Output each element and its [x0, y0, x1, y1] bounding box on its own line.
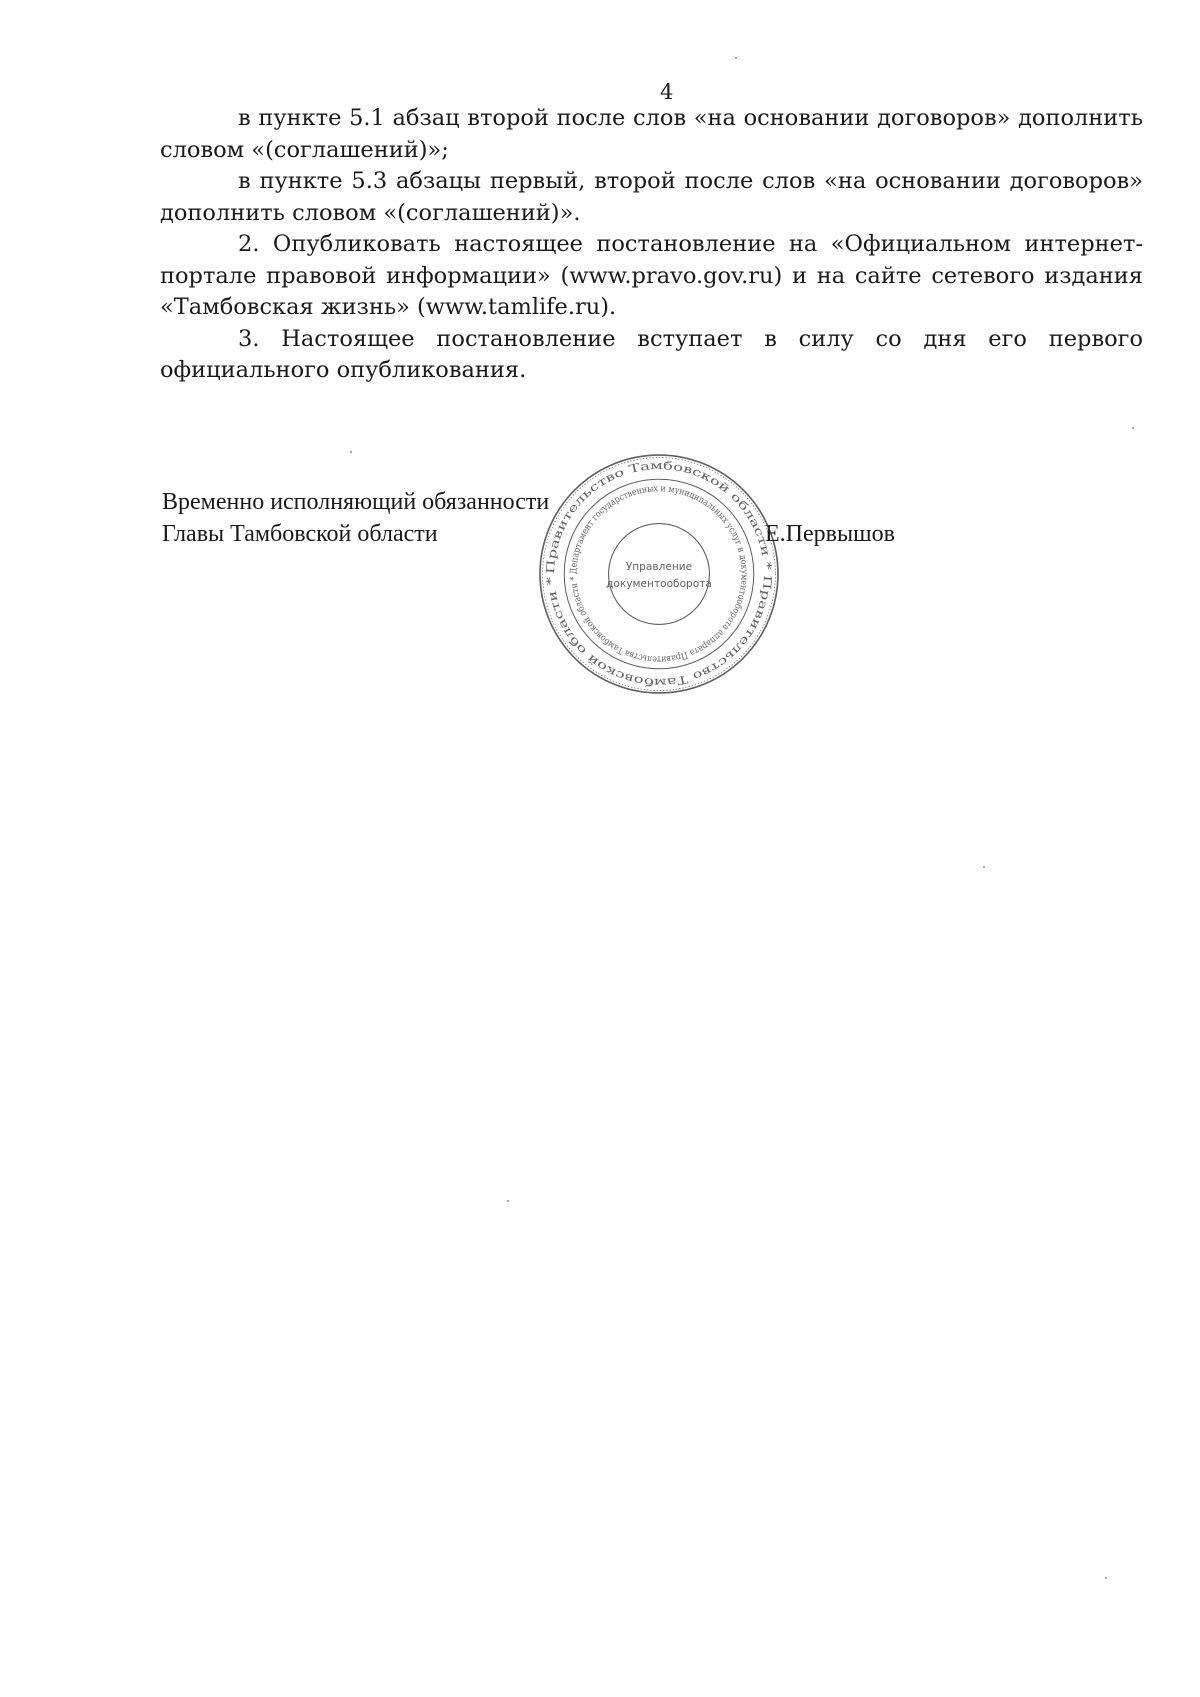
official-stamp [538, 453, 780, 695]
signatory-title [162, 486, 549, 550]
paragraph-amend-5-1: в пункте 5.1 абзац второй после слов «на основании договоров» дополнить словом «(соглашений)»; [160, 105, 1143, 163]
signatory-name: Е.Первышов [765, 521, 895, 547]
paragraph-publication: 2. Опубликовать настоящее постановление на «Официальном интернет-портале правовой информации» (www.pravo.gov.ru) и на сайте сетевого издания «Тамбовская жизнь» (www.tamlife.ru). [160, 231, 1143, 320]
scan-speck [507, 1200, 509, 1202]
stamp-inner-text: Департамент государственных и муниципальных услуг и документооборота аппарата Правительства Тамбовской области * [569, 484, 749, 664]
paragraph-amend-5-3: в пункте 5.3 абзацы первый, второй после слов «на основании договоров» дополнить словом «(соглашений)». [160, 168, 1143, 226]
document-body [160, 103, 1143, 387]
paragraph-effective-date: 3. Настоящее постановление вступает в силу со дня его первого официального опубликования. [160, 325, 1143, 383]
stamp-middle-border [564, 479, 754, 669]
signatory-title-line-1: Временно исполняющий обязанности [162, 489, 550, 515]
scan-speck [983, 866, 985, 868]
official-stamp-seal [538, 453, 780, 695]
page-number: 4 [660, 80, 674, 104]
stamp-center-line-1: Управление [625, 560, 693, 573]
scan-speck [1105, 1577, 1107, 1579]
scan-speck [350, 451, 352, 453]
stamp-center-line-2: документооборота [606, 578, 712, 591]
stamp-center-border [609, 524, 710, 625]
scan-speck [1132, 427, 1134, 429]
signatory-title-line-2: Главы Тамбовской области [162, 521, 438, 547]
stamp-outer-text: Правительство Тамбовской области * Правительство Тамбовской области * [543, 459, 775, 689]
scan-speck [735, 57, 737, 59]
